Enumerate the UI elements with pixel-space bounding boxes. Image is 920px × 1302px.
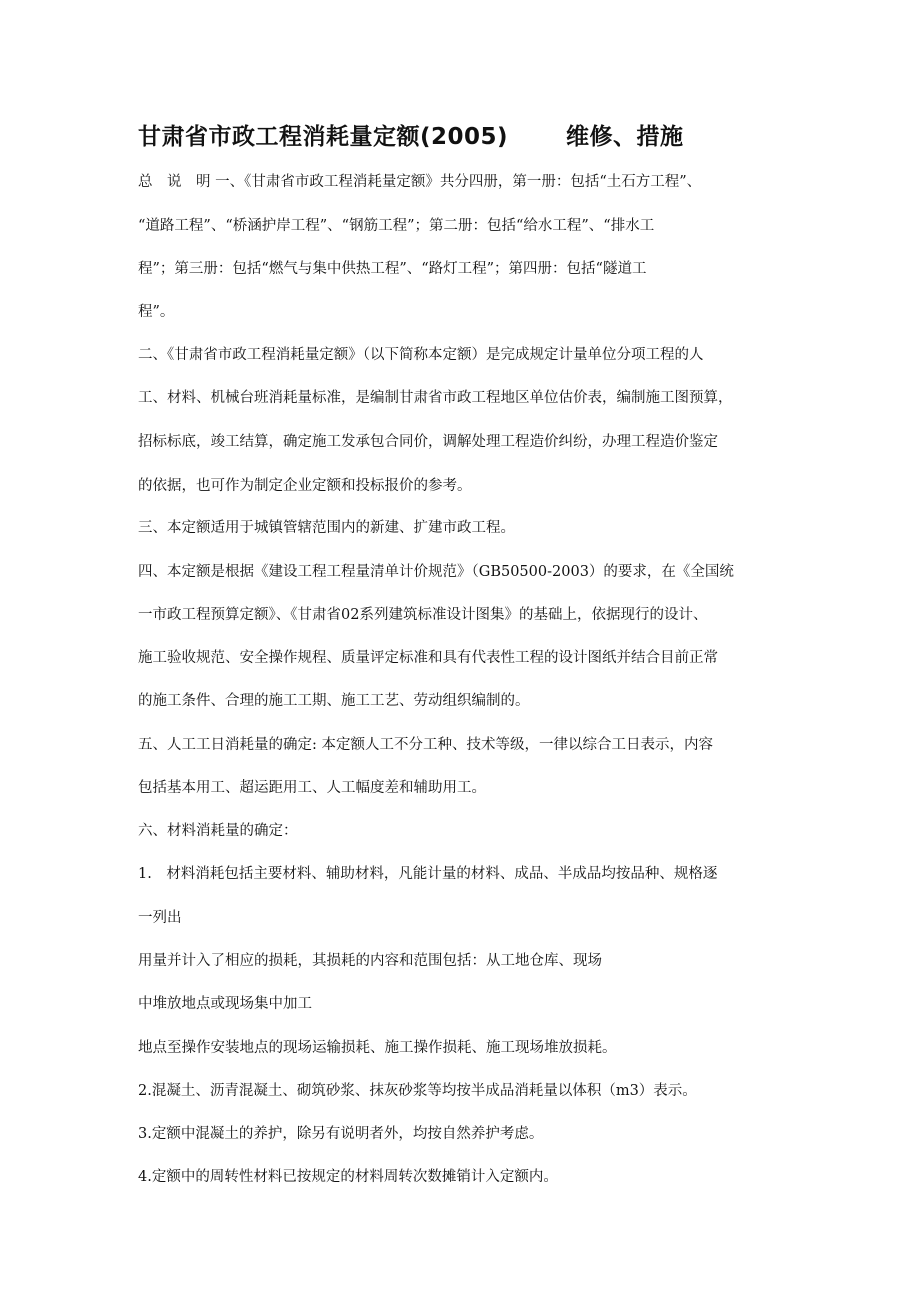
- body-line: 程”。: [138, 304, 175, 320]
- body-line: 3.定额中混凝土的养护，除另有说明者外，均按自然养护考虑。: [138, 1126, 544, 1142]
- title-sub: 维修、措施: [566, 124, 684, 150]
- body-line: 1. 材料消耗包括主要材料、辅助材料，凡能计量的材料、成品、半成品均按品种、规格逐: [138, 866, 718, 882]
- body-line: 包括基本用工、超运距用工、人工幅度差和辅助用工。: [138, 780, 486, 796]
- body-line: 4.定额中的周转性材料已按规定的材料周转次数摊销计入定额内。: [138, 1169, 558, 1185]
- body-line: 一市政工程预算定额》、《甘肃省02系列建筑标准设计图集》的基础上，依据现行的设计、: [138, 607, 708, 623]
- body-line: 程”；第三册：包括“燃气与集中供热工程”、“路灯工程”；第四册：包括“隧道工: [138, 261, 647, 277]
- body-line: 2.混凝土、沥青混凝土、砌筑砂浆、抹灰砂浆等均按半成品消耗量以体积（m3）表示。: [138, 1083, 697, 1099]
- body-line: 工、材料、机械台班消耗量标准，是编制甘肃省市政工程地区单位估价表，编制施工图预算，: [138, 390, 733, 406]
- body-line: 四、本定额是根据《建设工程工程量清单计价规范》（GB50500-2003）的要求，在《全国统: [138, 564, 734, 580]
- body-line: 施工验收规范、安全操作规程、质量评定标准和具有代表性工程的设计图纸并结合目前正常: [138, 650, 718, 666]
- body-line: 用量并计入了相应的损耗，其损耗的内容和范围包括：从工地仓库、现场: [138, 953, 602, 969]
- body-line: 六、材料消耗量的确定：: [138, 823, 298, 839]
- title-main: 甘肃省市政工程消耗量定额(2005): [138, 124, 509, 150]
- body-line: 地点至操作安装地点的现场运输损耗、施工操作损耗、施工现场堆放损耗。: [138, 1040, 617, 1056]
- body-line: 的依据，也可作为制定企业定额和投标报价的参考。: [138, 478, 472, 494]
- body-line: 五、人工工日消耗量的确定: 本定额人工不分工种、技术等级，一律以综合工日表示，内容: [138, 737, 713, 753]
- body-line: 二、《甘肃省市政工程消耗量定额》（以下简称本定额）是完成规定计量单位分项工程的人: [138, 347, 704, 363]
- body-line: 三、本定额适用于城镇管辖范围内的新建、扩建市政工程。: [138, 520, 515, 536]
- body-line: 中堆放地点或现场集中加工: [138, 996, 312, 1012]
- body-line: “道路工程”、“桥涵护岸工程”、“钢筋工程”；第二册：包括“给水工程”、“排水工: [138, 218, 655, 234]
- body-line: 一列出: [138, 910, 182, 926]
- document-title: [138, 118, 684, 151]
- body-line: 总 说 明 一、《甘肃省市政工程消耗量定额》共分四册，第一册：包括“土石方工程”、: [138, 174, 702, 190]
- body-line: 的施工条件、合理的施工工期、施工工艺、劳动组织编制的。: [138, 693, 530, 709]
- body-line: 招标标底，竣工结算，确定施工发承包合同价，调解处理工程造价纠纷，办理工程造价鉴定: [138, 434, 718, 450]
